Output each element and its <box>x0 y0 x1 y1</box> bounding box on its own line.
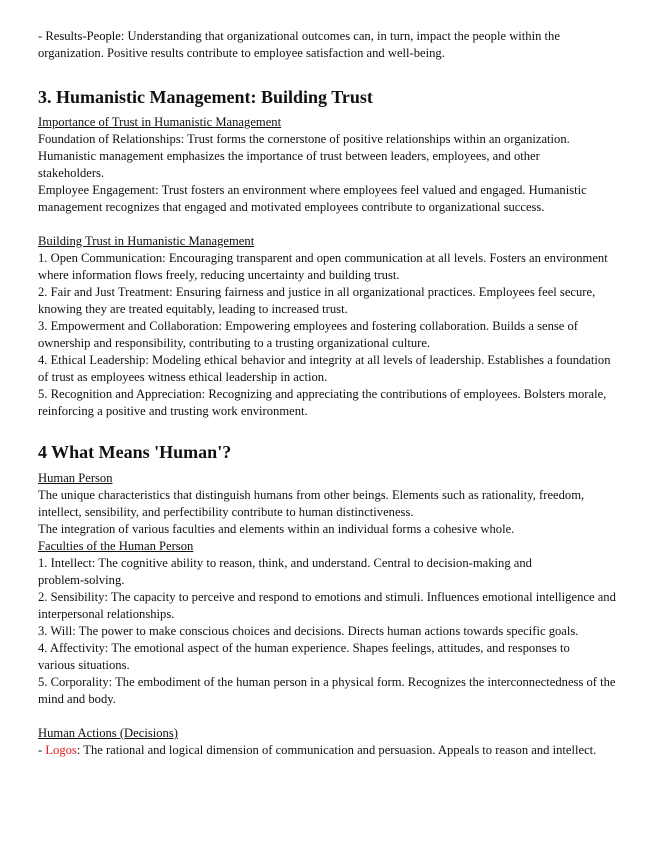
importance-paragraph-2: Employee Engagement: Trust fosters an environment where employees feel valued and engaged. Humanistic management recognizes that engaged and motivated employees contribute to organizational success. <box>38 183 587 214</box>
logos-line <box>38 742 618 759</box>
faculty-item-5: 5. Corporality: The embodiment of the human person in a physical form. Recognizes the interconnectedness of the mind and body. <box>38 675 616 706</box>
importance-paragraph-1: Foundation of Relationships: Trust forms the cornerstone of positive relationships within an organization. Humanistic management emphasizes the importance of trust between leaders, employees, and other stakeholders. <box>38 132 570 180</box>
importance-heading: Importance of Trust in Humanistic Management <box>38 115 282 129</box>
logos-prefix: - <box>38 743 46 757</box>
human-person-heading: Human Person <box>38 471 113 485</box>
logos-term: Logos <box>45 743 77 757</box>
section-3-title: 3. Humanistic Management: Building Trust <box>38 87 373 107</box>
building-item-3: 3. Empowerment and Collaboration: Empowering employees and fostering collaboration. Builds a sense of ownership and responsibility, contributing to a trusting organizational culture. <box>38 319 579 350</box>
building-item-2: 2. Fair and Just Treatment: Ensuring fairness and justice in all organizational practices. Employees feel secure, knowing they are treated equitably, leading to increased trust. <box>38 285 596 316</box>
faculties-heading: Faculties of the Human Person <box>38 539 194 553</box>
building-heading: Building Trust in Humanistic Management <box>38 234 255 248</box>
faculty-item-4: 4. Affectivity: The emotional aspect of the human experience. Shapes feelings, attitudes, and responses to various situations. <box>38 641 570 672</box>
building-item-1: 1. Open Communication: Encouraging transparent and open communication at all levels. Fosters an environment where information flows freely, reducing uncertainty and building trust. <box>38 251 608 282</box>
human-person-paragraph-1: The unique characteristics that distinguish humans from other beings. Elements such as rationality, freedom, intellect, sensibility, and perfectibility contribute to human distinctiveness. <box>38 488 585 519</box>
logos-text: : The rational and logical dimension of communication and persuasion. Appeals to reason and intellect. <box>76 743 597 757</box>
faculty-item-3: 3. Will: The power to make conscious choices and decisions. Directs human actions towards specific goals. <box>38 624 579 638</box>
section-4-title: 4 What Means 'Human'? <box>38 442 232 462</box>
human-person-paragraph-2: The integration of various faculties and elements within an individual forms a cohesive whole. <box>38 522 515 536</box>
human-actions-heading: Human Actions (Decisions) <box>38 726 178 740</box>
faculty-item-2: 2. Sensibility: The capacity to perceive and respond to emotions and stimuli. Influences emotional intelligence and interpersonal relationships. <box>38 590 616 621</box>
building-item-4: 4. Ethical Leadership: Modeling ethical behavior and integrity at all levels of leadership. Establishes a foundation of trust as employees witness ethical leadership in action. <box>38 353 611 384</box>
intro-paragraph: - Results-People: Understanding that organizational outcomes can, in turn, impact the people within the organization. Positive results contribute to employee satisfaction and well-being. <box>38 29 560 60</box>
faculty-item-1: 1. Intellect: The cognitive ability to reason, think, and understand. Central to decision-making and problem-solving. <box>38 556 532 587</box>
building-item-5: 5. Recognition and Appreciation: Recognizing and appreciating the contributions of employees. Bolsters morale, reinforcing a positive and trusting work environment. <box>38 387 607 418</box>
